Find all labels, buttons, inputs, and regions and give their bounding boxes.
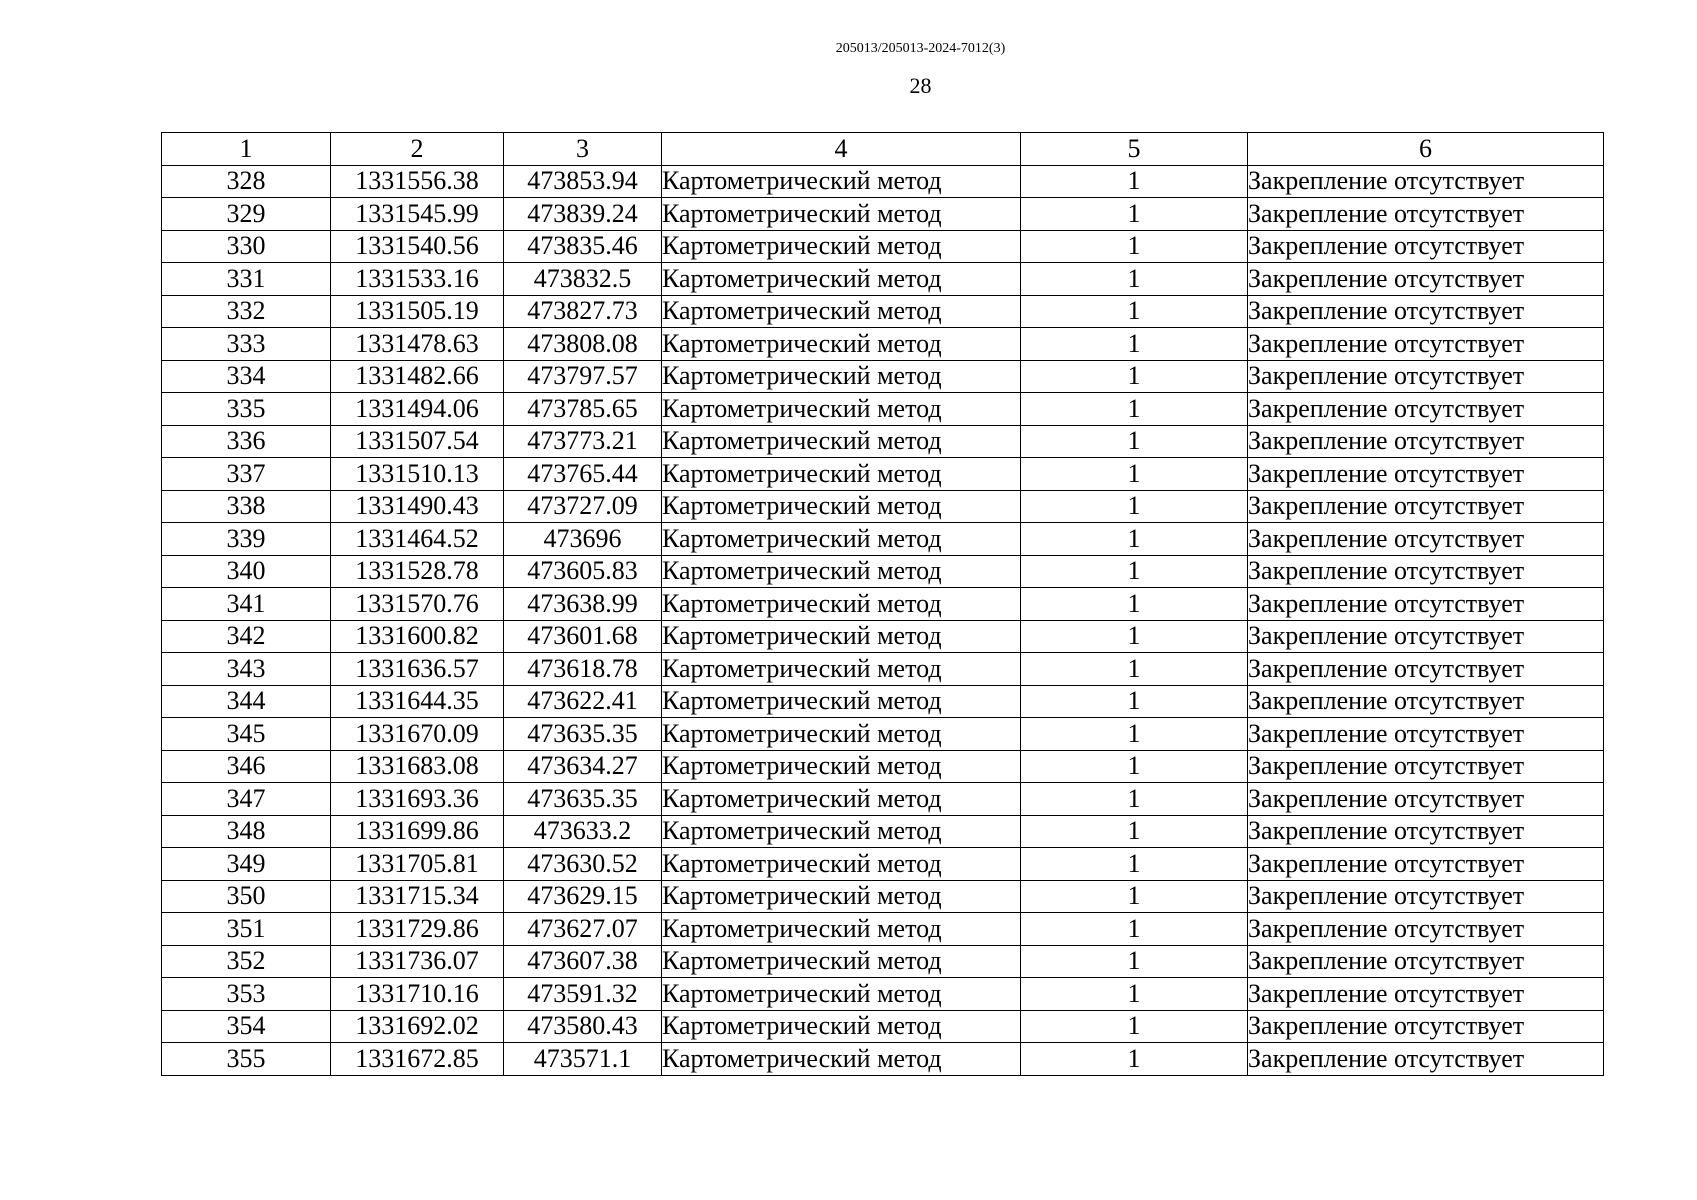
method-cell: Картометрический метод xyxy=(662,198,1021,231)
method-cell: Картометрический метод xyxy=(662,490,1021,523)
document-id: 205013/205013-2024-7012(3) xyxy=(835,41,1006,56)
fixation-cell: Закрепление отсутствует xyxy=(1248,198,1604,231)
y-coordinate-cell: 473638.99 xyxy=(504,588,662,621)
x-coordinate-cell: 1331505.19 xyxy=(331,295,504,328)
point-number-cell: 331 xyxy=(162,263,331,296)
x-coordinate-cell: 1331507.54 xyxy=(331,425,504,458)
y-coordinate-cell: 473629.15 xyxy=(504,880,662,913)
point-number-cell: 344 xyxy=(162,685,331,718)
x-coordinate-cell: 1331556.38 xyxy=(331,165,504,198)
fixation-cell: Закрепление отсутствует xyxy=(1248,848,1604,881)
point-number-cell: 345 xyxy=(162,718,331,751)
table-row xyxy=(162,750,1604,783)
table-row xyxy=(162,685,1604,718)
x-coordinate-cell: 1331510.13 xyxy=(331,458,504,491)
x-coordinate-cell: 1331705.81 xyxy=(331,848,504,881)
x-coordinate-cell: 1331494.06 xyxy=(331,393,504,426)
method-cell: Картометрический метод xyxy=(662,880,1021,913)
point-number-cell: 350 xyxy=(162,880,331,913)
table-row xyxy=(162,880,1604,913)
point-number-cell: 333 xyxy=(162,328,331,361)
fixation-cell: Закрепление отсутствует xyxy=(1248,523,1604,556)
accuracy-cell: 1 xyxy=(1021,393,1248,426)
table-row xyxy=(162,165,1604,198)
table-row xyxy=(162,913,1604,946)
table-row xyxy=(162,328,1604,361)
fixation-cell: Закрепление отсутствует xyxy=(1248,425,1604,458)
accuracy-cell: 1 xyxy=(1021,328,1248,361)
y-coordinate-cell: 473808.08 xyxy=(504,328,662,361)
accuracy-cell: 1 xyxy=(1021,295,1248,328)
point-number-cell: 338 xyxy=(162,490,331,523)
fixation-cell: Закрепление отсутствует xyxy=(1248,295,1604,328)
table-row xyxy=(162,978,1604,1011)
point-number-cell: 329 xyxy=(162,198,331,231)
y-coordinate-cell: 473696 xyxy=(504,523,662,556)
x-coordinate-cell: 1331570.76 xyxy=(331,588,504,621)
column-header: 6 xyxy=(1248,133,1604,166)
accuracy-cell: 1 xyxy=(1021,848,1248,881)
fixation-cell: Закрепление отсутствует xyxy=(1248,458,1604,491)
x-coordinate-cell: 1331528.78 xyxy=(331,555,504,588)
point-number-cell: 339 xyxy=(162,523,331,556)
method-cell: Картометрический метод xyxy=(662,295,1021,328)
table-row xyxy=(162,1043,1604,1076)
table-row xyxy=(162,783,1604,816)
table-header-row xyxy=(162,133,1604,166)
accuracy-cell: 1 xyxy=(1021,1043,1248,1076)
accuracy-cell: 1 xyxy=(1021,913,1248,946)
fixation-cell: Закрепление отсутствует xyxy=(1248,913,1604,946)
accuracy-cell: 1 xyxy=(1021,880,1248,913)
accuracy-cell: 1 xyxy=(1021,750,1248,783)
fixation-cell: Закрепление отсутствует xyxy=(1248,230,1604,263)
fixation-cell: Закрепление отсутствует xyxy=(1248,653,1604,686)
point-number-cell: 340 xyxy=(162,555,331,588)
fixation-cell: Закрепление отсутствует xyxy=(1248,393,1604,426)
y-coordinate-cell: 473797.57 xyxy=(504,360,662,393)
method-cell: Картометрический метод xyxy=(662,978,1021,1011)
table-row xyxy=(162,458,1604,491)
fixation-cell: Закрепление отсутствует xyxy=(1248,945,1604,978)
fixation-cell: Закрепление отсутствует xyxy=(1248,880,1604,913)
table-row xyxy=(162,653,1604,686)
y-coordinate-cell: 473635.35 xyxy=(504,718,662,751)
method-cell: Картометрический метод xyxy=(662,815,1021,848)
method-cell: Картометрический метод xyxy=(662,458,1021,491)
point-number-cell: 342 xyxy=(162,620,331,653)
point-number-cell: 348 xyxy=(162,815,331,848)
y-coordinate-cell: 473635.35 xyxy=(504,783,662,816)
table-row xyxy=(162,555,1604,588)
method-cell: Картометрический метод xyxy=(662,588,1021,621)
x-coordinate-cell: 1331540.56 xyxy=(331,230,504,263)
fixation-cell: Закрепление отсутствует xyxy=(1248,360,1604,393)
accuracy-cell: 1 xyxy=(1021,490,1248,523)
table-row xyxy=(162,588,1604,621)
y-coordinate-cell: 473591.32 xyxy=(504,978,662,1011)
y-coordinate-cell: 473634.27 xyxy=(504,750,662,783)
point-number-cell: 351 xyxy=(162,913,331,946)
method-cell: Картометрический метод xyxy=(662,848,1021,881)
y-coordinate-cell: 473835.46 xyxy=(504,230,662,263)
table-row xyxy=(162,295,1604,328)
method-cell: Картометрический метод xyxy=(662,165,1021,198)
point-number-cell: 352 xyxy=(162,945,331,978)
table-row xyxy=(162,945,1604,978)
x-coordinate-cell: 1331545.99 xyxy=(331,198,504,231)
table-row xyxy=(162,523,1604,556)
table-row xyxy=(162,1010,1604,1043)
table-row xyxy=(162,393,1604,426)
y-coordinate-cell: 473627.07 xyxy=(504,913,662,946)
table-row xyxy=(162,360,1604,393)
y-coordinate-cell: 473605.83 xyxy=(504,555,662,588)
method-cell: Картометрический метод xyxy=(662,620,1021,653)
point-number-cell: 334 xyxy=(162,360,331,393)
accuracy-cell: 1 xyxy=(1021,230,1248,263)
point-number-cell: 349 xyxy=(162,848,331,881)
y-coordinate-cell: 473827.73 xyxy=(504,295,662,328)
accuracy-cell: 1 xyxy=(1021,263,1248,296)
fixation-cell: Закрепление отсутствует xyxy=(1248,685,1604,718)
column-header: 3 xyxy=(504,133,662,166)
coordinates-table xyxy=(161,132,1604,1076)
fixation-cell: Закрепление отсутствует xyxy=(1248,1010,1604,1043)
point-number-cell: 353 xyxy=(162,978,331,1011)
x-coordinate-cell: 1331670.09 xyxy=(331,718,504,751)
x-coordinate-cell: 1331672.85 xyxy=(331,1043,504,1076)
method-cell: Картометрический метод xyxy=(662,230,1021,263)
y-coordinate-cell: 473622.41 xyxy=(504,685,662,718)
y-coordinate-cell: 473785.65 xyxy=(504,393,662,426)
fixation-cell: Закрепление отсутствует xyxy=(1248,620,1604,653)
accuracy-cell: 1 xyxy=(1021,588,1248,621)
accuracy-cell: 1 xyxy=(1021,653,1248,686)
method-cell: Картометрический метод xyxy=(662,1010,1021,1043)
y-coordinate-cell: 473773.21 xyxy=(504,425,662,458)
point-number-cell: 335 xyxy=(162,393,331,426)
x-coordinate-cell: 1331710.16 xyxy=(331,978,504,1011)
accuracy-cell: 1 xyxy=(1021,815,1248,848)
fixation-cell: Закрепление отсутствует xyxy=(1248,1043,1604,1076)
accuracy-cell: 1 xyxy=(1021,165,1248,198)
y-coordinate-cell: 473580.43 xyxy=(504,1010,662,1043)
table-row xyxy=(162,263,1604,296)
table-row xyxy=(162,848,1604,881)
x-coordinate-cell: 1331693.36 xyxy=(331,783,504,816)
x-coordinate-cell: 1331636.57 xyxy=(331,653,504,686)
accuracy-cell: 1 xyxy=(1021,978,1248,1011)
x-coordinate-cell: 1331600.82 xyxy=(331,620,504,653)
column-header: 4 xyxy=(662,133,1021,166)
fixation-cell: Закрепление отсутствует xyxy=(1248,555,1604,588)
fixation-cell: Закрепление отсутствует xyxy=(1248,328,1604,361)
accuracy-cell: 1 xyxy=(1021,718,1248,751)
point-number-cell: 354 xyxy=(162,1010,331,1043)
method-cell: Картометрический метод xyxy=(662,783,1021,816)
point-number-cell: 337 xyxy=(162,458,331,491)
fixation-cell: Закрепление отсутствует xyxy=(1248,783,1604,816)
x-coordinate-cell: 1331533.16 xyxy=(331,263,504,296)
accuracy-cell: 1 xyxy=(1021,555,1248,588)
method-cell: Картометрический метод xyxy=(662,750,1021,783)
method-cell: Картометрический метод xyxy=(662,393,1021,426)
method-cell: Картометрический метод xyxy=(662,1043,1021,1076)
x-coordinate-cell: 1331715.34 xyxy=(331,880,504,913)
fixation-cell: Закрепление отсутствует xyxy=(1248,165,1604,198)
method-cell: Картометрический метод xyxy=(662,328,1021,361)
x-coordinate-cell: 1331692.02 xyxy=(331,1010,504,1043)
x-coordinate-cell: 1331736.07 xyxy=(331,945,504,978)
table-row xyxy=(162,718,1604,751)
x-coordinate-cell: 1331490.43 xyxy=(331,490,504,523)
x-coordinate-cell: 1331729.86 xyxy=(331,913,504,946)
column-header: 5 xyxy=(1021,133,1248,166)
fixation-cell: Закрепление отсутствует xyxy=(1248,750,1604,783)
table-row xyxy=(162,815,1604,848)
fixation-cell: Закрепление отсутствует xyxy=(1248,263,1604,296)
table-row xyxy=(162,620,1604,653)
table-row xyxy=(162,425,1604,458)
x-coordinate-cell: 1331478.63 xyxy=(331,328,504,361)
method-cell: Картометрический метод xyxy=(662,913,1021,946)
accuracy-cell: 1 xyxy=(1021,198,1248,231)
fixation-cell: Закрепление отсутствует xyxy=(1248,490,1604,523)
accuracy-cell: 1 xyxy=(1021,360,1248,393)
x-coordinate-cell: 1331482.66 xyxy=(331,360,504,393)
method-cell: Картометрический метод xyxy=(662,945,1021,978)
method-cell: Картометрический метод xyxy=(662,718,1021,751)
accuracy-cell: 1 xyxy=(1021,945,1248,978)
accuracy-cell: 1 xyxy=(1021,458,1248,491)
x-coordinate-cell: 1331464.52 xyxy=(331,523,504,556)
point-number-cell: 341 xyxy=(162,588,331,621)
point-number-cell: 355 xyxy=(162,1043,331,1076)
y-coordinate-cell: 473727.09 xyxy=(504,490,662,523)
point-number-cell: 328 xyxy=(162,165,331,198)
point-number-cell: 347 xyxy=(162,783,331,816)
x-coordinate-cell: 1331699.86 xyxy=(331,815,504,848)
point-number-cell: 332 xyxy=(162,295,331,328)
table-row xyxy=(162,198,1604,231)
fixation-cell: Закрепление отсутствует xyxy=(1248,978,1604,1011)
column-header: 1 xyxy=(162,133,331,166)
column-header: 2 xyxy=(331,133,504,166)
table-body xyxy=(162,165,1604,1075)
table-row xyxy=(162,230,1604,263)
point-number-cell: 346 xyxy=(162,750,331,783)
y-coordinate-cell: 473853.94 xyxy=(504,165,662,198)
point-number-cell: 343 xyxy=(162,653,331,686)
method-cell: Картометрический метод xyxy=(662,425,1021,458)
y-coordinate-cell: 473832.5 xyxy=(504,263,662,296)
accuracy-cell: 1 xyxy=(1021,1010,1248,1043)
x-coordinate-cell: 1331683.08 xyxy=(331,750,504,783)
fixation-cell: Закрепление отсутствует xyxy=(1248,815,1604,848)
accuracy-cell: 1 xyxy=(1021,685,1248,718)
method-cell: Картометрический метод xyxy=(662,523,1021,556)
page-number: 28 xyxy=(909,73,932,98)
y-coordinate-cell: 473633.2 xyxy=(504,815,662,848)
method-cell: Картометрический метод xyxy=(662,653,1021,686)
table-row xyxy=(162,490,1604,523)
x-coordinate-cell: 1331644.35 xyxy=(331,685,504,718)
y-coordinate-cell: 473839.24 xyxy=(504,198,662,231)
fixation-cell: Закрепление отсутствует xyxy=(1248,718,1604,751)
method-cell: Картометрический метод xyxy=(662,360,1021,393)
accuracy-cell: 1 xyxy=(1021,783,1248,816)
y-coordinate-cell: 473618.78 xyxy=(504,653,662,686)
method-cell: Картометрический метод xyxy=(662,555,1021,588)
y-coordinate-cell: 473571.1 xyxy=(504,1043,662,1076)
y-coordinate-cell: 473630.52 xyxy=(504,848,662,881)
accuracy-cell: 1 xyxy=(1021,523,1248,556)
fixation-cell: Закрепление отсутствует xyxy=(1248,588,1604,621)
accuracy-cell: 1 xyxy=(1021,425,1248,458)
point-number-cell: 330 xyxy=(162,230,331,263)
y-coordinate-cell: 473607.38 xyxy=(504,945,662,978)
y-coordinate-cell: 473765.44 xyxy=(504,458,662,491)
y-coordinate-cell: 473601.68 xyxy=(504,620,662,653)
accuracy-cell: 1 xyxy=(1021,620,1248,653)
point-number-cell: 336 xyxy=(162,425,331,458)
method-cell: Картометрический метод xyxy=(662,263,1021,296)
method-cell: Картометрический метод xyxy=(662,685,1021,718)
